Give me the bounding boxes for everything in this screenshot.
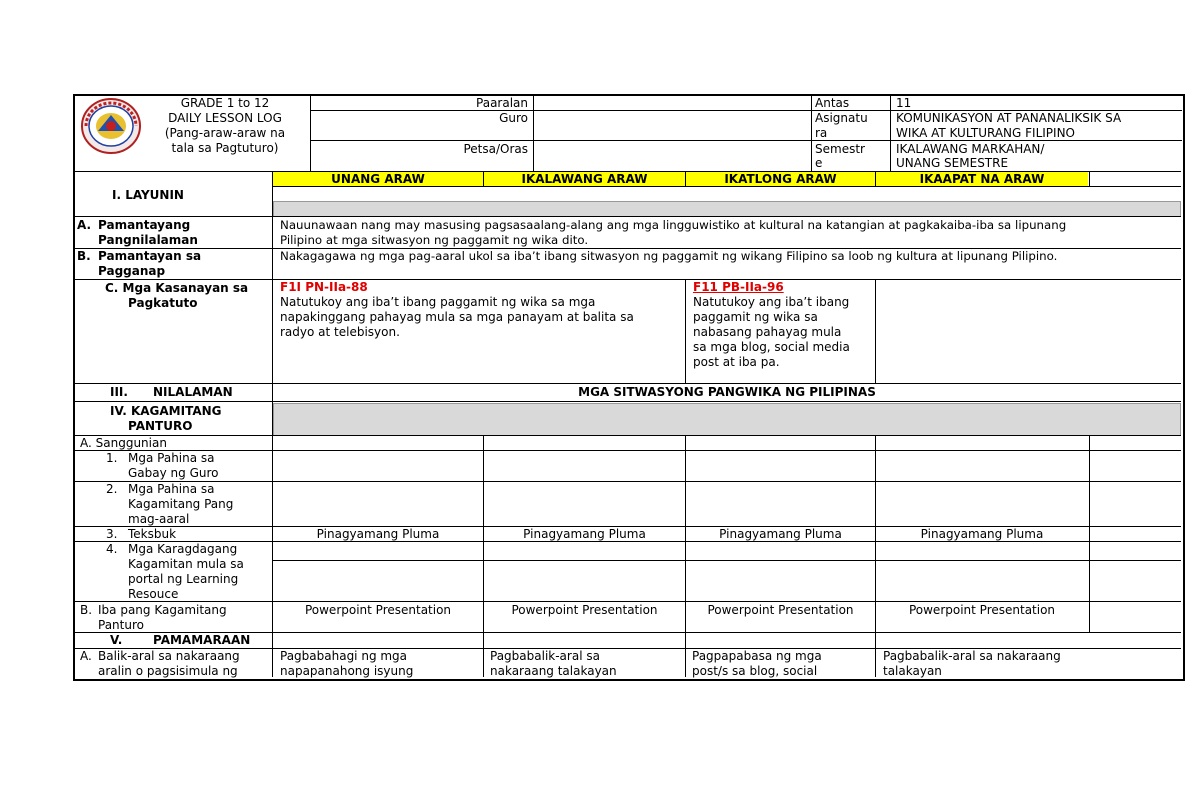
pamantayang-label-1: Pamantayang <box>98 218 191 232</box>
teksbuk-day-2: Pinagyamang Pluma <box>523 527 646 541</box>
asignatura-value-1: KOMUNIKASYON AT PANANALIKSIK SA <box>896 111 1122 125</box>
teksbuk-day-1: Pinagyamang Pluma <box>316 527 440 541</box>
powerpoint-day-4: Powerpoint Presentation <box>908 603 1056 617</box>
pagganap-label-1: Pamantayan sa <box>98 249 202 263</box>
sanggunian-item1-line2: Gabay ng Guro <box>128 466 219 480</box>
balik-aral-day3-line2: post/s sa blog, social <box>692 664 818 678</box>
day-header-2: IKALAWANG ARAW <box>521 172 648 186</box>
sanggunian-item4-line2: Kagamitan mula sa <box>128 557 244 571</box>
day-header-1: UNANG ARAW <box>331 172 425 186</box>
kasanayan-text-2-line-5: post at iba pa. <box>693 355 780 369</box>
kasanayan-text-1-line-3: radyo at telebisyon. <box>280 325 400 339</box>
pamamaraan-number: V. <box>110 633 123 647</box>
dll-subtitle-1: (Pang-araw-araw na <box>164 126 286 140</box>
teksbuk-day-4: Pinagyamang Pluma <box>920 527 1044 541</box>
sanggunian-item1-number: 1. <box>106 451 118 465</box>
balik-aral-day1-line2: napapanahong isyung <box>280 664 414 678</box>
teksbuk-day-3: Pinagyamang Pluma <box>719 527 842 541</box>
pamantayang-text-2: Pilipino at mga sitwasyon ng paggamit ng wika dito. <box>280 233 589 247</box>
kasanayan-text-2-line-1: Natutukoy ang iba’t ibang <box>693 295 850 309</box>
sanggunian-item1-line1: Mga Pahina sa <box>128 451 215 465</box>
sanggunian-item3-label: Teksbuk <box>128 527 177 541</box>
powerpoint-day-2: Powerpoint Presentation <box>511 603 658 617</box>
grade-label: GRADE 1 to 12 <box>180 96 270 110</box>
sanggunian-label: A. Sanggunian <box>80 436 167 450</box>
kagamitang-label-1: IV. KAGAMITANG <box>110 404 222 418</box>
pagganap-letter: B. <box>77 249 91 263</box>
balik-aral-day2-line1: Pagbabalik-aral sa <box>490 649 600 663</box>
kasanayan-text-2-line-2: paggamit ng wika sa <box>693 310 818 324</box>
semestre-label-1: Semestr <box>815 142 865 156</box>
balik-aral-label-1: Balik-aral sa nakaraang <box>98 649 240 663</box>
semestre-value-1: IKALAWANG MARKAHAN/ <box>896 142 1045 156</box>
sanggunian-item4-line3: portal ng Learning <box>128 572 239 586</box>
balik-aral-day1-line1: Pagbabahagi ng mga <box>280 649 408 663</box>
powerpoint-day-1: Powerpoint Presentation <box>304 603 452 617</box>
sanggunian-item2-number: 2. <box>106 482 118 496</box>
antas-label: Antas <box>815 96 850 110</box>
balik-aral-day3-line1: Pagpapabasa ng mga <box>692 649 822 663</box>
pamantayang-text-1: Nauunawaan nang may masusing pagsasaalang-alang ang mga lingguwistiko at kultural na katangian at pagkakaiba-iba sa lipunang <box>280 218 1067 232</box>
paaralan-label: Paaralan <box>476 96 528 110</box>
balik-aral-letter: A. <box>80 649 92 663</box>
kagamitang-gray-bar <box>273 403 1181 436</box>
layunin-heading: I. LAYUNIN <box>112 188 184 202</box>
day-header-3: IKATLONG ARAW <box>724 172 837 186</box>
nilalaman-number: III. <box>110 385 128 399</box>
antas-value: 11 <box>896 96 912 110</box>
asignatura-label-2: ra <box>815 126 828 140</box>
layunin-gray-bar <box>273 201 1181 217</box>
balik-aral-day4-line2: talakayan <box>883 664 942 678</box>
sanggunian-item2-line1: Mga Pahina sa <box>128 482 215 496</box>
sanggunian-item2-line2: Kagamitang Pang <box>128 497 234 511</box>
kasanayan-text-1-line-1: Natutukoy ang iba’t ibang paggamit ng wika sa mga <box>280 295 596 309</box>
pamamaraan-label: PAMAMARAAN <box>153 633 251 647</box>
kasanayan-text-2-line-4: sa mga blog, social media <box>693 340 850 354</box>
asignatura-value-2: WIKA AT KULTURANG FILIPINO <box>896 126 1075 140</box>
sanggunian-item3-number: 3. <box>106 527 118 541</box>
nilalaman-label: NILALAMAN <box>153 385 233 399</box>
pagganap-text: Nakagagawa ng mga pag-aaral ukol sa iba’t ibang sitwasyon ng paggamit ng wikang Filipino sa loob ng kultura at lipunang Pilipino. <box>280 249 1058 263</box>
nilalaman-value: MGA SITWASYONG PANGWIKA NG PILIPINAS <box>578 385 876 399</box>
petsa-oras-label: Petsa/Oras <box>463 142 528 156</box>
kasanayan-code-1: F1I PN-IIa-88 <box>280 280 368 294</box>
kasanayan-text-2-line-3: nabasang pahayag mula <box>693 325 842 339</box>
pagganap-label-2: Pagganap <box>98 264 166 278</box>
pamantayang-label-2: Pangnilalaman <box>98 233 198 247</box>
iba-pang-label-1: Iba pang Kagamitang <box>98 603 227 617</box>
guro-label: Guro <box>499 111 528 125</box>
asignatura-label-1: Asignatu <box>815 111 868 125</box>
kasanayan-label-2: Pagkatuto <box>128 296 198 310</box>
dll-subtitle-2: tala sa Pagtuturo) <box>171 141 279 155</box>
iba-pang-label-2: Panturo <box>98 618 144 632</box>
sanggunian-item4-number: 4. <box>106 542 118 556</box>
sanggunian-item4-line4: Resouce <box>128 587 179 601</box>
kasanayan-text-1-line-2: napakinggang pahayag mula sa mga panayam at balita sa <box>280 310 634 324</box>
balik-aral-day4-line1: Pagbabalik-aral sa nakaraang <box>883 649 1061 663</box>
powerpoint-day-3: Powerpoint Presentation <box>707 603 854 617</box>
kagamitang-label-2: PANTURO <box>128 419 193 433</box>
balik-aral-day2-line2: nakaraang talakayan <box>490 664 617 678</box>
balik-aral-label-2: aralin o pagsisimula ng <box>98 664 238 678</box>
pamantayang-letter: A. <box>77 218 92 232</box>
sanggunian-item4-line1: Mga Karagdagang <box>128 542 238 556</box>
kasanayan-code-2: F11 PB-IIa-96 <box>693 280 784 294</box>
semestre-label-2: e <box>815 156 823 170</box>
semestre-value-2: UNANG SEMESTRE <box>896 156 1009 170</box>
kasanayan-label-1: C. Mga Kasanayan sa <box>105 281 249 295</box>
day-header-4: IKAAPAT NA ARAW <box>919 172 1045 186</box>
sanggunian-item2-line3: mag-aaral <box>128 512 190 526</box>
iba-pang-letter: B. <box>80 603 93 617</box>
dll-title: DAILY LESSON LOG <box>168 111 282 125</box>
